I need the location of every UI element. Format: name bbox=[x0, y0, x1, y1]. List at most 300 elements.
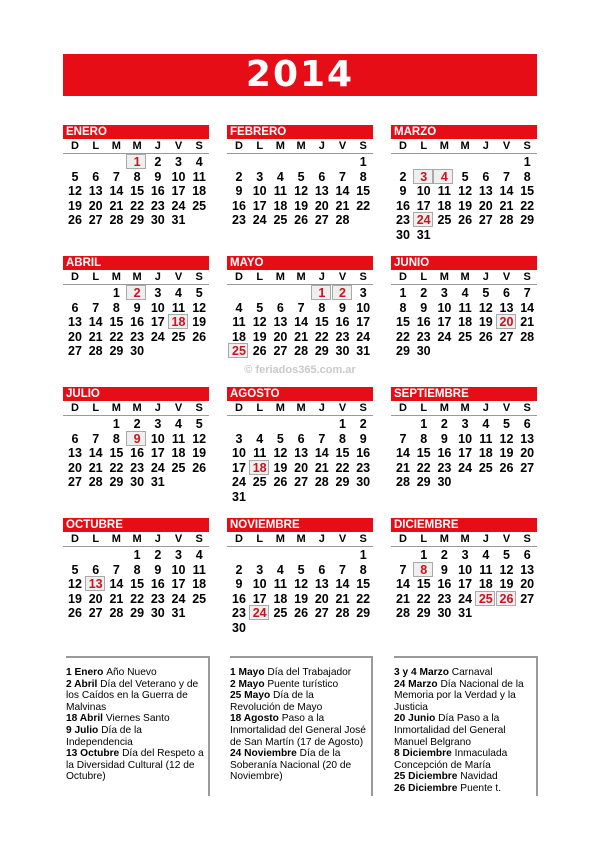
calendar-day: 5 bbox=[71, 562, 79, 577]
calendar-day: 10 bbox=[458, 562, 473, 577]
calendar-day: 23 bbox=[232, 606, 246, 621]
calendar-day: 19 bbox=[478, 315, 493, 330]
calendar-day: 28 bbox=[109, 606, 124, 621]
weekday-label: V bbox=[174, 402, 183, 414]
calendar-day: 6 bbox=[276, 300, 284, 315]
holiday-description: Carnaval bbox=[451, 667, 493, 678]
calendar-day: 22 bbox=[356, 591, 371, 606]
calendar-day: 15 bbox=[314, 315, 329, 330]
calendar-day: 22 bbox=[130, 591, 145, 606]
weekday-label: J bbox=[154, 140, 161, 152]
calendar-day: 14 bbox=[335, 184, 350, 199]
month-septiembre bbox=[391, 387, 537, 490]
weekday-label: L bbox=[92, 140, 100, 152]
holiday-notes-col-1 bbox=[66, 656, 210, 796]
calendar-day: 8 bbox=[359, 169, 367, 184]
weekday-label: M bbox=[296, 533, 306, 545]
calendar-day: 3 bbox=[154, 286, 162, 300]
calendar-day: 15 bbox=[356, 184, 371, 199]
calendar-day: 30 bbox=[130, 344, 145, 359]
calendar-day: 10 bbox=[171, 169, 186, 184]
calendar-day: 16 bbox=[232, 198, 246, 213]
calendar-day: 29 bbox=[335, 475, 350, 490]
calendar-day: 29 bbox=[130, 606, 145, 621]
holiday-date: 1 Enero bbox=[66, 667, 104, 678]
holiday-date: 8 Diciembre bbox=[394, 748, 452, 760]
holiday-note bbox=[394, 667, 532, 679]
calendar-day: 12 bbox=[192, 431, 207, 446]
calendar-day: 2 bbox=[359, 417, 367, 431]
weekday-label: M bbox=[111, 402, 121, 414]
calendar-day: 31 bbox=[458, 606, 473, 621]
calendar-day: 18 bbox=[458, 315, 473, 330]
weekday-label: D bbox=[235, 533, 243, 545]
calendar-day: 25 bbox=[437, 213, 452, 228]
holiday-notes-col-3 bbox=[394, 656, 538, 796]
weekday-row bbox=[391, 532, 537, 547]
weekday-label: S bbox=[195, 533, 203, 545]
calendar-day: 26 bbox=[294, 213, 309, 228]
month-header: SEPTIEMBRE bbox=[391, 387, 537, 401]
holiday-date: 9 Julio bbox=[66, 724, 99, 736]
calendar-day: 14 bbox=[294, 315, 309, 330]
weekday-row bbox=[391, 270, 537, 285]
calendar-day: 15 bbox=[416, 577, 431, 592]
calendar-day: 9 bbox=[399, 184, 407, 199]
holiday-note bbox=[394, 713, 532, 748]
calendar-day: 27 bbox=[314, 213, 329, 228]
calendar-day: 13 bbox=[314, 577, 329, 592]
calendar-day: 22 bbox=[416, 591, 431, 606]
calendar-day: 25 bbox=[273, 606, 288, 621]
calendar-day: 16 bbox=[150, 577, 165, 592]
holiday-day: 13 bbox=[86, 577, 106, 591]
weekday-label: M bbox=[296, 140, 306, 152]
calendar-day: 18 bbox=[192, 577, 207, 592]
month-noviembre bbox=[227, 518, 373, 635]
calendar-day: 20 bbox=[88, 591, 103, 606]
weekday-label: J bbox=[482, 140, 489, 152]
calendar-day: 21 bbox=[109, 198, 124, 213]
calendar-day: 3 bbox=[154, 417, 162, 431]
calendar-day: 30 bbox=[335, 344, 350, 359]
calendar-day: 21 bbox=[88, 329, 103, 344]
calendar-day: 28 bbox=[294, 344, 309, 359]
weekday-label: L bbox=[92, 402, 100, 414]
holiday-date: 2 Mayo bbox=[230, 678, 265, 690]
calendar-day: 22 bbox=[314, 329, 329, 344]
weekday-label: J bbox=[318, 140, 325, 152]
calendar-day: 13 bbox=[68, 315, 82, 330]
calendar-day: 31 bbox=[416, 228, 431, 242]
calendar-day: 6 bbox=[71, 431, 79, 446]
weekday-label: V bbox=[338, 402, 347, 414]
calendar-day: 25 bbox=[192, 198, 207, 213]
calendar-day: 2 bbox=[440, 417, 448, 431]
weekday-label: V bbox=[502, 533, 511, 545]
calendar-day: 27 bbox=[68, 344, 82, 359]
calendar-day: 28 bbox=[335, 213, 350, 228]
weekday-label: M bbox=[111, 533, 121, 545]
calendar-day: 8 bbox=[112, 300, 120, 315]
calendar-day: 2 bbox=[154, 155, 162, 169]
holiday-description: Día de la Revolución de Mayo bbox=[230, 690, 323, 713]
weekday-label: V bbox=[502, 140, 511, 152]
calendar-day: 21 bbox=[109, 591, 124, 606]
calendar-day: 8 bbox=[133, 562, 141, 577]
calendar-day: 25 bbox=[458, 329, 473, 344]
calendar-day: 1 bbox=[112, 417, 120, 431]
calendar-day: 14 bbox=[109, 577, 124, 592]
weekday-label: M bbox=[439, 402, 449, 414]
weekday-label: D bbox=[71, 140, 79, 152]
holiday-note bbox=[230, 748, 367, 783]
calendar-day: 12 bbox=[478, 300, 493, 315]
holiday-note bbox=[394, 679, 532, 714]
calendar-day: 27 bbox=[294, 475, 309, 490]
weekday-label: D bbox=[235, 271, 243, 283]
calendar-day: 6 bbox=[482, 169, 490, 184]
calendar-day: 26 bbox=[68, 213, 82, 228]
calendar-day: 3 bbox=[461, 548, 469, 562]
calendar-day: 29 bbox=[520, 213, 535, 228]
weekday-row bbox=[227, 139, 373, 154]
weekday-label: M bbox=[296, 271, 306, 283]
calendar-day: 16 bbox=[130, 446, 145, 461]
calendar-day: 19 bbox=[273, 460, 288, 475]
calendar-day: 13 bbox=[520, 562, 535, 577]
calendar-day: 31 bbox=[356, 344, 371, 359]
holiday-day: 26 bbox=[497, 592, 517, 606]
holiday-notes-col-2 bbox=[230, 656, 373, 796]
holiday-day: 4 bbox=[434, 170, 454, 184]
calendar-day: 5 bbox=[256, 300, 264, 315]
holiday-day: 25 bbox=[229, 344, 249, 358]
calendar-day: 12 bbox=[68, 577, 82, 592]
calendar-day: 10 bbox=[252, 577, 267, 592]
holiday-day: 8 bbox=[414, 563, 434, 577]
calendar-day: 18 bbox=[273, 198, 288, 213]
calendar-day: 22 bbox=[335, 460, 350, 475]
weekday-label: D bbox=[71, 271, 79, 283]
calendar-day: 23 bbox=[416, 329, 431, 344]
calendar-day: 27 bbox=[88, 606, 103, 621]
holiday-day: 25 bbox=[476, 592, 496, 606]
month-octubre bbox=[63, 518, 209, 621]
calendar-day: 3 bbox=[235, 431, 243, 446]
calendar-day: 22 bbox=[520, 198, 535, 213]
calendar-day: 3 bbox=[359, 286, 367, 300]
calendar-day: 20 bbox=[520, 577, 535, 592]
calendar-day: 15 bbox=[130, 577, 145, 592]
calendar-day: 17 bbox=[252, 198, 267, 213]
holiday-day: 24 bbox=[414, 213, 434, 227]
calendar-day: 19 bbox=[192, 446, 207, 461]
calendar-day: 30 bbox=[437, 606, 452, 621]
calendar-day: 18 bbox=[171, 446, 186, 461]
calendar-day: 5 bbox=[482, 286, 490, 300]
calendar-day: 17 bbox=[416, 198, 431, 213]
calendar-day: 27 bbox=[68, 475, 82, 490]
month-febrero bbox=[227, 125, 373, 228]
calendar-day: 6 bbox=[92, 562, 100, 577]
weekday-label: S bbox=[195, 140, 203, 152]
calendar-day: 24 bbox=[458, 460, 473, 475]
calendar-day: 11 bbox=[437, 184, 451, 199]
weekday-label: V bbox=[502, 271, 511, 283]
calendar-day: 8 bbox=[318, 300, 326, 315]
calendar-day: 9 bbox=[133, 300, 141, 315]
calendar-day: 31 bbox=[171, 213, 186, 228]
weekday-row bbox=[391, 139, 537, 154]
month-header: FEBRERO bbox=[227, 125, 373, 139]
calendar-day: 24 bbox=[150, 329, 165, 344]
weekday-label: M bbox=[132, 271, 142, 283]
calendar-day: 18 bbox=[192, 184, 207, 199]
weekday-label: M bbox=[460, 402, 470, 414]
weekday-label: M bbox=[275, 271, 285, 283]
month-marzo bbox=[391, 125, 537, 242]
calendar-day: 7 bbox=[339, 562, 346, 577]
calendar-day: 19 bbox=[252, 329, 267, 344]
calendar-day: 2 bbox=[235, 562, 243, 577]
calendar-day: 4 bbox=[276, 169, 284, 184]
month-header: AGOSTO bbox=[227, 387, 373, 401]
calendar-day: 3 bbox=[461, 417, 469, 431]
holiday-date: 13 Octubre bbox=[66, 748, 120, 760]
month-header: JULIO bbox=[63, 387, 209, 401]
weekday-label: L bbox=[256, 533, 264, 545]
calendar-day: 4 bbox=[235, 300, 243, 315]
calendar-day: 30 bbox=[130, 475, 145, 490]
calendar-day: 14 bbox=[88, 315, 103, 330]
weekday-label: V bbox=[174, 140, 183, 152]
calendar-day: 6 bbox=[503, 286, 510, 300]
calendar-day: 17 bbox=[171, 184, 186, 199]
weekday-label: M bbox=[439, 533, 449, 545]
month-agosto bbox=[227, 387, 373, 504]
calendar-day: 17 bbox=[150, 446, 165, 461]
weekday-label: J bbox=[154, 402, 161, 414]
calendar-day: 24 bbox=[171, 591, 186, 606]
calendar-day: 9 bbox=[420, 300, 428, 315]
weekday-label: V bbox=[174, 533, 183, 545]
calendar-day: 23 bbox=[437, 460, 452, 475]
holiday-date: 3 y 4 Marzo bbox=[394, 667, 449, 678]
weekday-label: S bbox=[195, 271, 203, 283]
calendar-day: 18 bbox=[232, 329, 246, 344]
calendar-day: 19 bbox=[294, 198, 309, 213]
calendar-day: 25 bbox=[252, 475, 267, 490]
calendar-day: 22 bbox=[109, 329, 124, 344]
calendar-day: 24 bbox=[356, 329, 371, 344]
calendar-day: 25 bbox=[192, 591, 207, 606]
calendar-day: 24 bbox=[458, 591, 473, 606]
calendar-day: 20 bbox=[294, 460, 309, 475]
holiday-note bbox=[230, 667, 367, 679]
calendar-day: 26 bbox=[192, 329, 207, 344]
holiday-note bbox=[230, 679, 367, 691]
weekday-label: J bbox=[482, 402, 489, 414]
calendar-day: 5 bbox=[461, 169, 469, 184]
calendar-day: 21 bbox=[499, 198, 514, 213]
weekday-label: M bbox=[439, 271, 449, 283]
calendar-day: 20 bbox=[520, 446, 535, 461]
calendar-day: 13 bbox=[499, 300, 514, 315]
weekday-label: J bbox=[318, 402, 325, 414]
weekday-row bbox=[227, 270, 373, 285]
calendar-day: 11 bbox=[253, 446, 267, 461]
holiday-day: 9 bbox=[127, 432, 147, 446]
weekday-row bbox=[391, 401, 537, 416]
calendar-day: 7 bbox=[399, 431, 407, 446]
holiday-day: 18 bbox=[250, 461, 270, 475]
calendar-day: 31 bbox=[171, 606, 186, 621]
month-julio bbox=[63, 387, 209, 490]
weekday-label: J bbox=[318, 533, 325, 545]
calendar-day: 10 bbox=[171, 562, 186, 577]
calendar-day: 14 bbox=[396, 577, 410, 592]
calendar-day: 27 bbox=[88, 213, 103, 228]
calendar-day: 12 bbox=[273, 446, 288, 461]
calendar-day: 4 bbox=[276, 562, 284, 577]
calendar-day: 1 bbox=[359, 548, 367, 562]
calendar-day: 5 bbox=[503, 548, 510, 562]
calendar-day: 15 bbox=[109, 315, 124, 330]
calendar-day: 30 bbox=[396, 228, 410, 242]
calendar-day: 3 bbox=[256, 562, 264, 577]
weekday-label: D bbox=[235, 140, 243, 152]
calendar-day: 29 bbox=[109, 344, 124, 359]
calendar-day: 27 bbox=[520, 460, 535, 475]
holiday-description: Paso a la Inmortalidad del General José de San Martín (17 de Agosto) bbox=[230, 713, 366, 748]
calendar-day: 13 bbox=[88, 184, 103, 199]
calendar-day: 7 bbox=[112, 562, 120, 577]
calendar-day: 30 bbox=[356, 475, 371, 490]
holiday-description: Puente turístico bbox=[267, 678, 339, 690]
watermark: © feriados365.com.ar bbox=[244, 364, 356, 376]
weekday-label: V bbox=[338, 533, 347, 545]
calendar-day: 26 bbox=[499, 460, 514, 475]
calendar-day: 28 bbox=[520, 329, 535, 344]
calendar-day: 7 bbox=[92, 300, 100, 315]
calendar-day: 26 bbox=[294, 606, 309, 621]
calendar-day: 28 bbox=[396, 606, 410, 621]
holiday-date: 18 Agosto bbox=[230, 713, 279, 725]
weekday-row bbox=[63, 139, 209, 154]
calendar-day: 26 bbox=[478, 329, 493, 344]
calendar-day: 6 bbox=[92, 169, 100, 184]
month-abril bbox=[63, 256, 209, 359]
month-header: JUNIO bbox=[391, 256, 537, 270]
calendar-day: 29 bbox=[109, 475, 124, 490]
calendar-day: 24 bbox=[252, 213, 267, 228]
calendar-day: 10 bbox=[150, 431, 165, 446]
calendar-day: 31 bbox=[232, 490, 246, 504]
month-enero bbox=[63, 125, 209, 228]
calendar-day: 5 bbox=[71, 169, 79, 184]
calendar-day: 12 bbox=[192, 300, 207, 315]
weekday-label: D bbox=[71, 402, 79, 414]
calendar-day: 25 bbox=[478, 460, 493, 475]
calendar-day: 29 bbox=[356, 606, 371, 621]
calendar-day: 1 bbox=[420, 548, 428, 562]
weekday-label: L bbox=[92, 533, 100, 545]
calendar-day: 7 bbox=[339, 169, 346, 184]
calendar-day: 26 bbox=[458, 213, 473, 228]
calendar-day: 16 bbox=[130, 315, 145, 330]
calendar-day: 20 bbox=[68, 460, 82, 475]
calendar-day: 27 bbox=[314, 606, 329, 621]
weekday-label: V bbox=[174, 271, 183, 283]
weekday-label: J bbox=[482, 271, 489, 283]
calendar-day: 9 bbox=[235, 184, 243, 199]
calendar-day: 4 bbox=[482, 417, 490, 431]
month-header: MAYO bbox=[227, 256, 373, 270]
calendar-day: 26 bbox=[273, 475, 288, 490]
calendar-day: 26 bbox=[252, 344, 267, 359]
calendar-day: 19 bbox=[499, 577, 514, 592]
calendar-day: 8 bbox=[420, 431, 428, 446]
calendar-day: 4 bbox=[195, 548, 203, 562]
calendar-day: 22 bbox=[130, 198, 145, 213]
calendar-day: 13 bbox=[273, 315, 288, 330]
calendar-day: 19 bbox=[68, 198, 82, 213]
weekday-label: L bbox=[256, 271, 264, 283]
holiday-description: Día de la Independencia bbox=[66, 724, 142, 748]
calendar-day: 23 bbox=[150, 198, 165, 213]
holiday-description: Navidad bbox=[460, 771, 498, 783]
calendar-day: 4 bbox=[482, 548, 490, 562]
calendar-day: 21 bbox=[88, 460, 103, 475]
calendar-day: 4 bbox=[175, 417, 182, 431]
holiday-note bbox=[230, 713, 367, 748]
calendar-day: 17 bbox=[252, 591, 267, 606]
calendar-day: 14 bbox=[396, 446, 410, 461]
calendar-day: 24 bbox=[150, 460, 165, 475]
calendar-day: 11 bbox=[458, 300, 472, 315]
calendar-day: 28 bbox=[88, 475, 103, 490]
calendar-day: 30 bbox=[437, 475, 452, 490]
holiday-day: 2 bbox=[127, 286, 147, 300]
holiday-day: 20 bbox=[497, 315, 517, 329]
calendar-day: 2 bbox=[154, 548, 162, 562]
holiday-description: Día del Trabajador bbox=[267, 667, 352, 678]
weekday-label: S bbox=[359, 402, 367, 414]
weekday-label: M bbox=[296, 402, 306, 414]
calendar-day: 31 bbox=[150, 475, 165, 490]
calendar-day: 1 bbox=[399, 286, 407, 300]
calendar-day: 20 bbox=[314, 198, 329, 213]
calendar-day: 20 bbox=[273, 329, 288, 344]
calendar-day: 26 bbox=[68, 606, 82, 621]
calendar-day: 17 bbox=[458, 446, 473, 461]
weekday-label: M bbox=[439, 140, 449, 152]
calendar-day: 21 bbox=[396, 460, 410, 475]
calendar-day: 5 bbox=[195, 286, 203, 300]
calendar-day: 7 bbox=[297, 300, 305, 315]
calendar-day: 1 bbox=[112, 286, 120, 300]
weekday-label: M bbox=[132, 533, 142, 545]
calendar-day: 10 bbox=[416, 184, 431, 199]
calendar-day: 17 bbox=[232, 460, 246, 475]
calendar-day: 25 bbox=[171, 460, 186, 475]
holiday-day: 18 bbox=[169, 315, 189, 329]
calendar-day: 9 bbox=[154, 169, 162, 184]
calendar-day: 16 bbox=[232, 591, 246, 606]
calendar-day: 5 bbox=[297, 169, 305, 184]
weekday-label: M bbox=[132, 402, 142, 414]
